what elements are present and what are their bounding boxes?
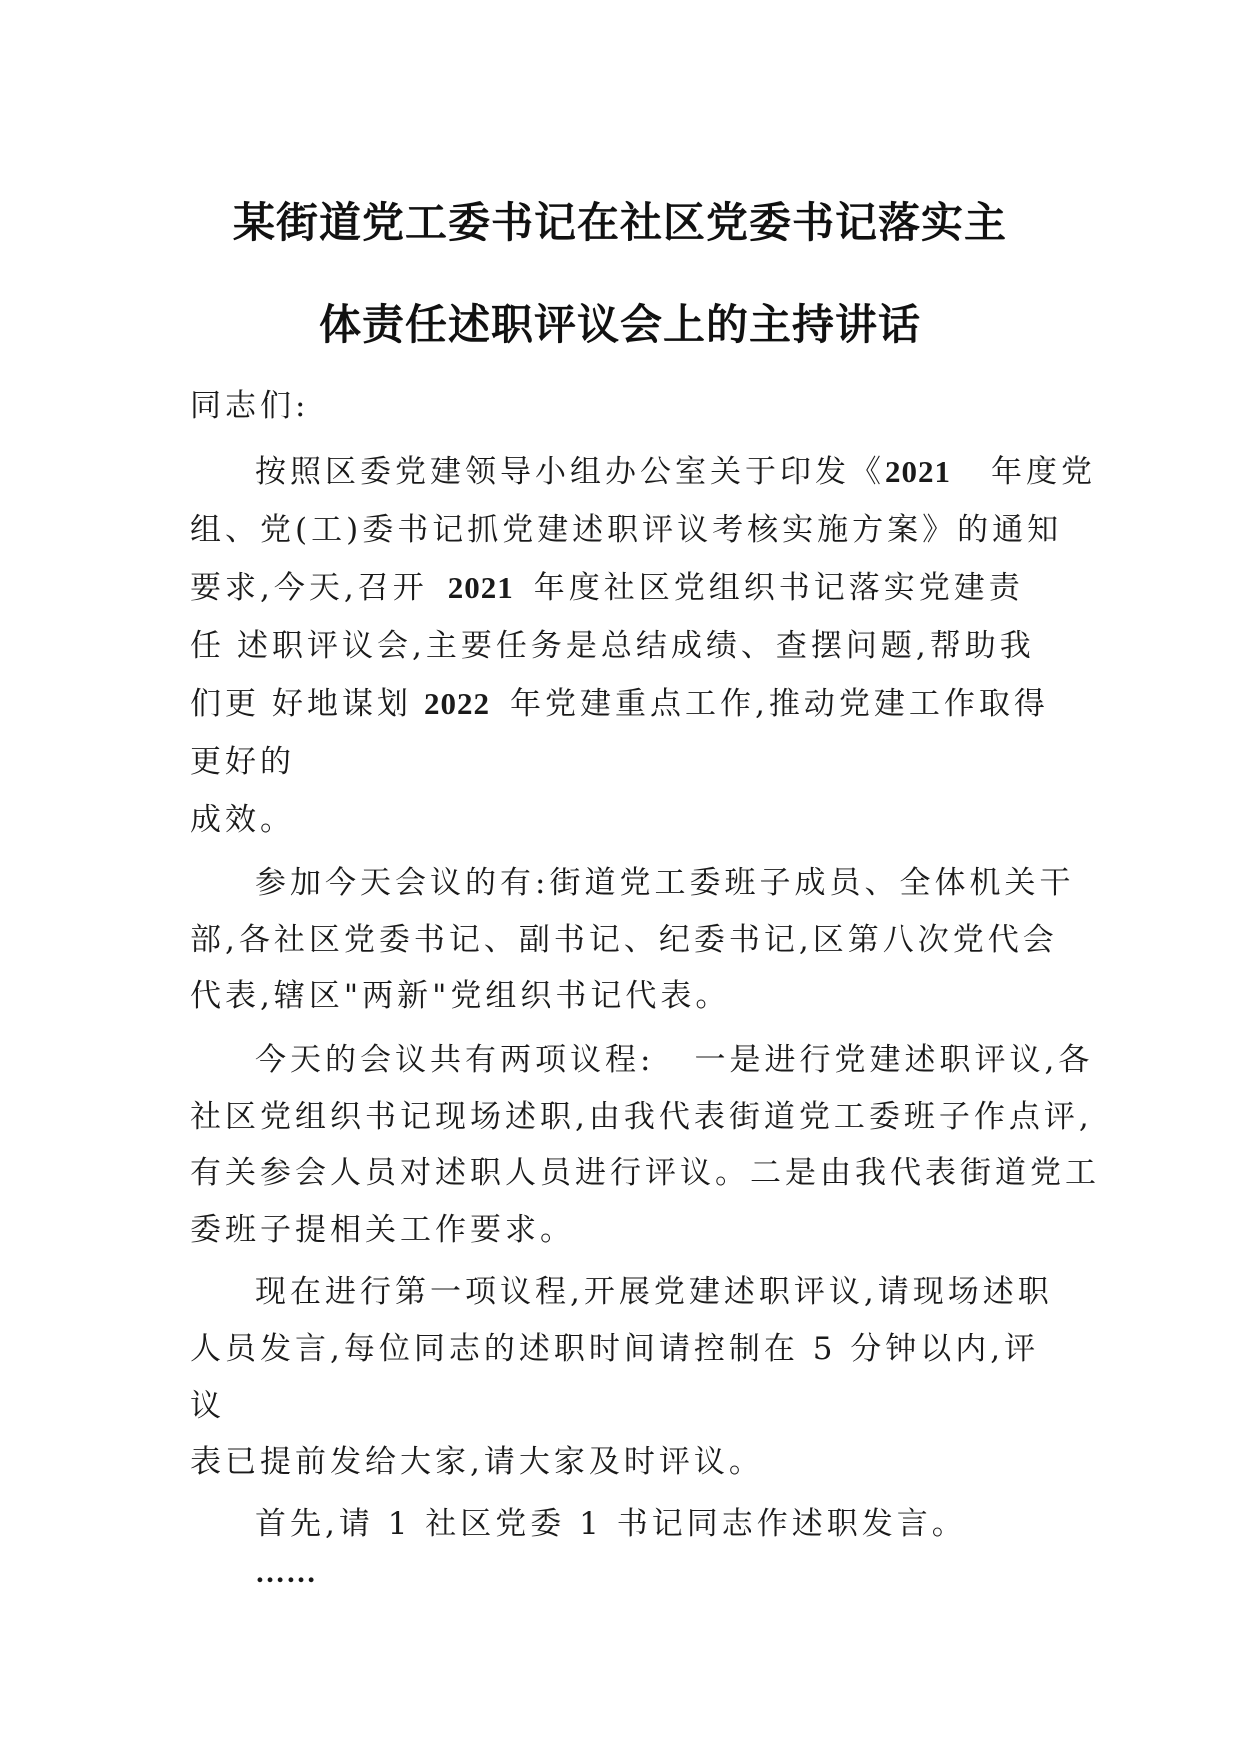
text-segment: 要求,今天,召开 bbox=[190, 570, 428, 606]
year-2022: 2022 bbox=[424, 686, 490, 721]
year-2021: 2021 bbox=[885, 454, 951, 489]
paragraph-3-line-2: 社区党组织书记现场述职,由我代表街道党工委班子作点评, bbox=[190, 1099, 1093, 1135]
text-segment: 述职评议会,主要任务是总结成绩、查摆问题,帮助我 bbox=[237, 628, 1035, 664]
paragraph-4-line-1: 现在进行第一项议程,开展党建述职评议,请现场述职 bbox=[255, 1274, 1053, 1310]
paragraph-1-line-4 bbox=[190, 620, 1035, 665]
text-segment: 年党建重点工作,推动党建工作取得 bbox=[510, 686, 1049, 722]
salutation: 同志们: bbox=[190, 388, 310, 424]
paragraph-4-line-4: 表已提前发给大家,请大家及时评议。 bbox=[190, 1444, 764, 1480]
paragraph-2-line-2: 部,各社区党委书记、副书记、纪委书记,区第八次党代会 bbox=[190, 922, 1058, 958]
paragraph-1-line-2: 组、党(工)委书记抓党建述职评议考核实施方案》的通知 bbox=[190, 512, 1063, 548]
paragraph-1-line-7: 成效。 bbox=[190, 802, 295, 838]
paragraph-3-line-3: 有关参会人员对述职人员进行评议。二是由我代表街道党工 bbox=[190, 1155, 1100, 1191]
text-segment: 年度社区党组织书记落实党建责 bbox=[533, 570, 1024, 606]
paragraph-2-line-1: 参加今天会议的有:街道党工委班子成员、全体机关干 bbox=[255, 865, 1075, 901]
paragraph-1-line-6: 更好的 bbox=[190, 744, 295, 780]
paragraph-1-line-5 bbox=[190, 678, 1049, 723]
text-segment: 好地谋划 bbox=[272, 686, 412, 722]
text-segment: 任 bbox=[190, 628, 225, 664]
document-title-line-2: 体责任述职评议会上的主持讲话 bbox=[318, 300, 921, 349]
paragraph-3-line-1 bbox=[255, 1034, 1093, 1079]
paragraph-3-line-4: 委班子提相关工作要求。 bbox=[190, 1212, 575, 1248]
paragraph-1-line-3 bbox=[190, 562, 1024, 607]
text-segment: 年度党 bbox=[991, 454, 1096, 490]
text-segment: 一是进行党建述职评议,各 bbox=[694, 1042, 1094, 1078]
paragraph-4-line-2: 人员发言,每位同志的述职时间请控制在 5 分钟以内,评 bbox=[190, 1331, 1040, 1367]
paragraph-5: 首先,请 1 社区党委 1 书记同志作述职发言。 bbox=[255, 1506, 967, 1542]
ellipsis: …… bbox=[255, 1556, 317, 1589]
paragraph-4-line-3: 议 bbox=[190, 1388, 225, 1424]
text-segment: 今天的会议共有两项议程: bbox=[255, 1042, 655, 1078]
paragraph-1-line-1 bbox=[255, 446, 1096, 491]
paragraph-2-line-3: 代表,辖区"两新"党组织书记代表。 bbox=[190, 978, 731, 1014]
document-title-line-1: 某街道党工委书记在社区党委书记落实主 bbox=[232, 198, 1007, 247]
text-segment: 们更 bbox=[190, 686, 260, 722]
text-segment: 按照区委党建领导小组办公室关于印发《 bbox=[255, 454, 885, 490]
year-2021: 2021 bbox=[447, 570, 514, 605]
